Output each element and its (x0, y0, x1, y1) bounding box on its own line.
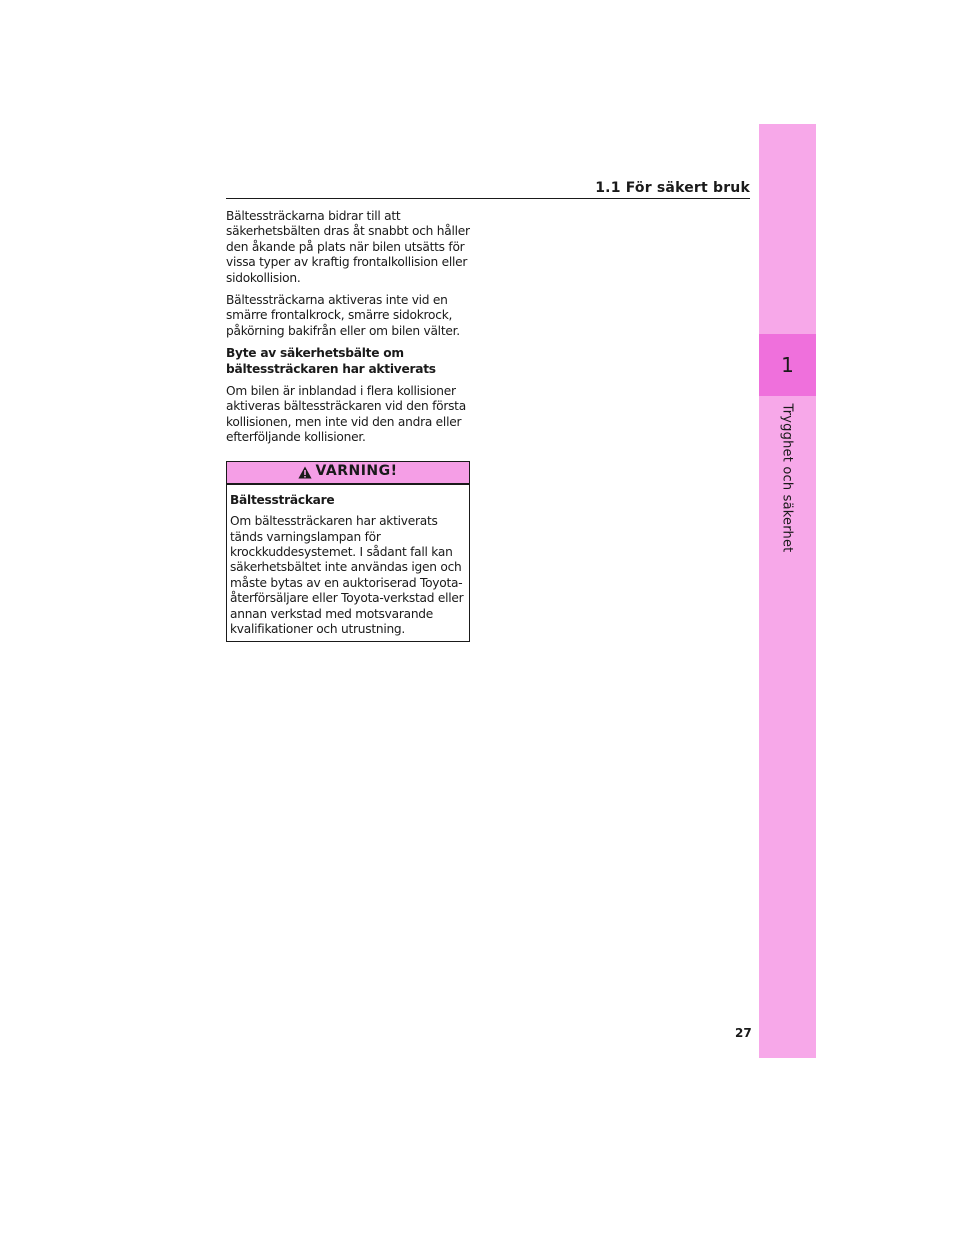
warning-body (227, 485, 469, 642)
warning-title: Bältessträckare (230, 492, 335, 507)
subheading: Byte av säkerhetsbälte om bältessträckaren har aktiverats (226, 346, 436, 376)
chapter-number-tab (759, 334, 816, 396)
warning-header (227, 462, 469, 485)
warning-triangle-icon (298, 466, 312, 479)
section-title: 1.1 För säkert bruk (595, 180, 750, 196)
page-number: 27 (735, 1026, 752, 1040)
chapter-title: Trygghet och säkerhet (779, 403, 795, 553)
chapter-side-tab (759, 124, 816, 1058)
warning-text: Om bältessträckaren har aktiverats tänds varningslampan för krockkuddesystemet. I sådant fall kan säkerhetsbältet inte användas igen och måste bytas av en auktoriserad Toyota-återförsäljare eller Toyota-verkstad eller annan verkstad med motsvarande kvalifikationer och utrustning. (230, 514, 464, 636)
warning-box (226, 461, 470, 643)
body-paragraph: Om bilen är inblandad i flera kollisioner aktiveras bältessträckaren vid den första kollisionen, men inte vid den andra eller efterföljande kollisioner. (226, 384, 466, 445)
chapter-number: 1 (781, 353, 794, 377)
header-divider (226, 198, 750, 199)
warning-label: VARNING! (315, 463, 398, 480)
body-paragraph: Bältessträckarna bidrar till att säkerhetsbälten dras åt snabbt och håller den åkande på plats när bilen utsätts för vissa typer av kraftig frontalkollision eller sidokollision. (226, 209, 470, 285)
main-content (226, 209, 470, 642)
body-paragraph: Bältessträckarna aktiveras inte vid en smärre frontalkrock, smärre sidokrock, påkörning bakifrån eller om bilen välter. (226, 293, 460, 338)
